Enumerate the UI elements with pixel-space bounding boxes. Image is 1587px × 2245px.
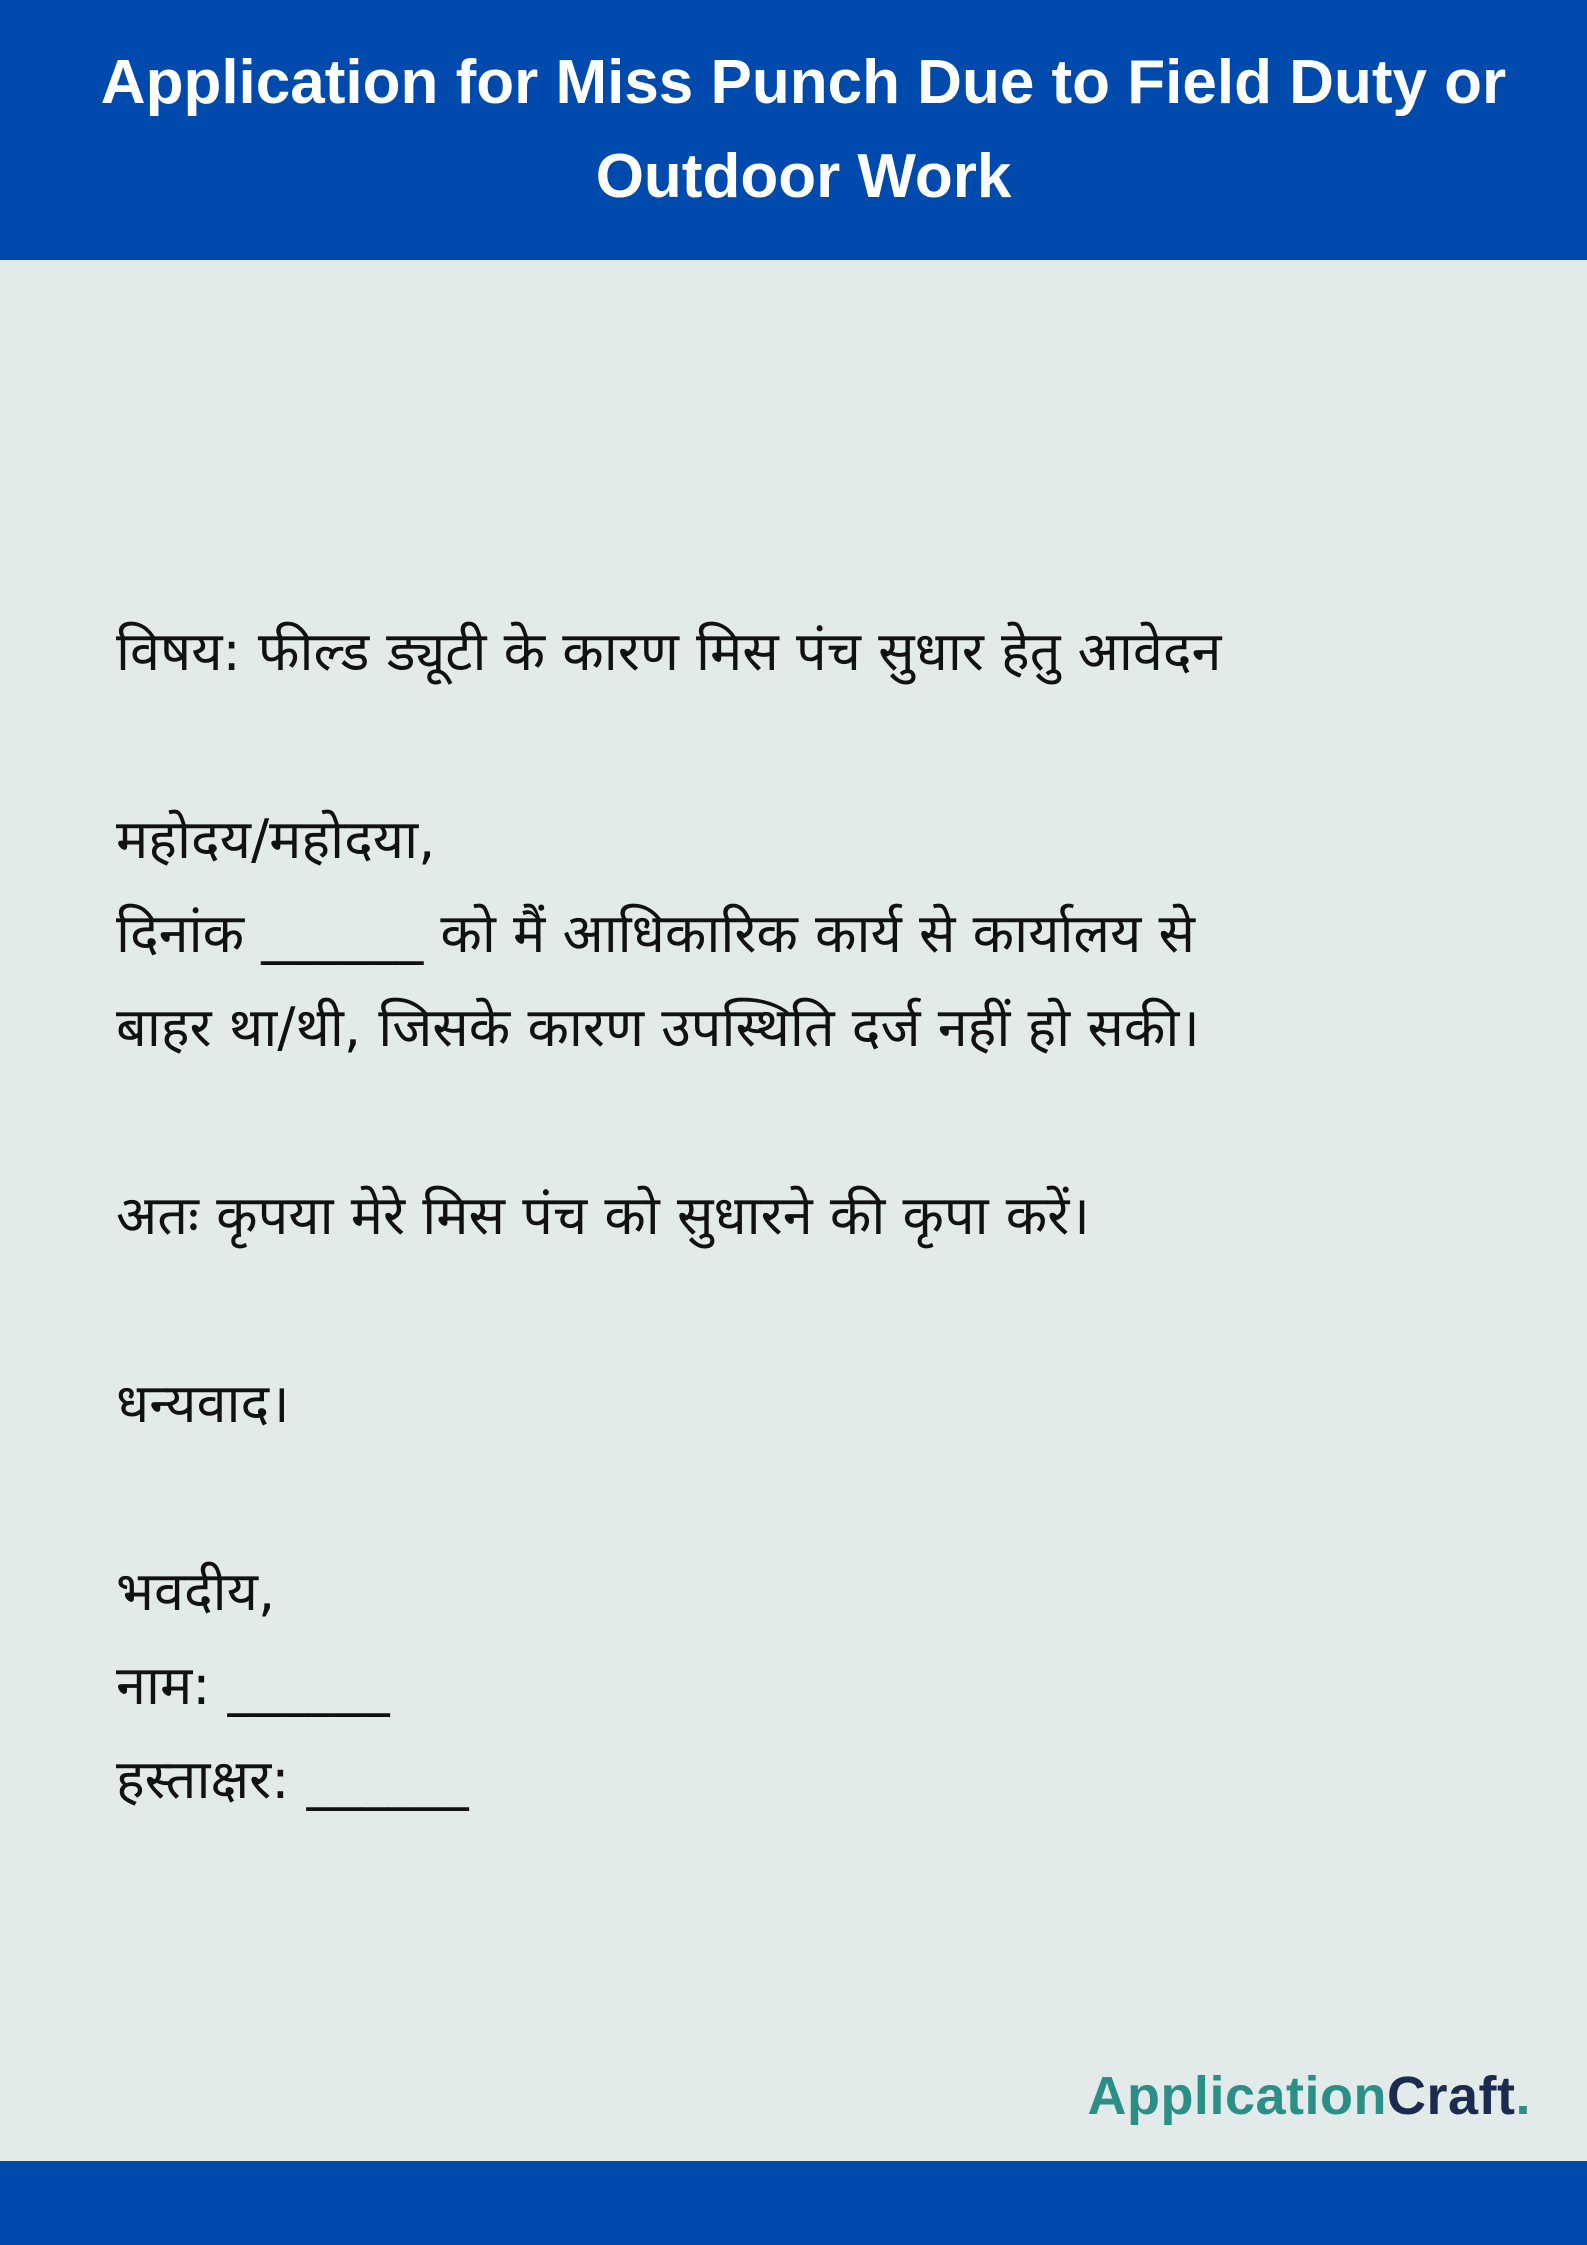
brand-logo-dot: . bbox=[1515, 2066, 1531, 2126]
footer-bar bbox=[0, 2161, 1587, 2245]
letter-salutation: महोदय/महोदया, bbox=[116, 808, 436, 871]
letter-closing: भवदीय, bbox=[116, 1560, 276, 1623]
page-title: Application for Miss Punch Due to Field Duty or Outdoor Work bbox=[100, 48, 1507, 211]
spacer bbox=[116, 1075, 1496, 1169]
letter-body bbox=[116, 605, 1496, 1827]
letter-name-line: नाम: ______ bbox=[116, 1654, 390, 1717]
brand-logo bbox=[1087, 2065, 1531, 2127]
letter-body-line-1: दिनांक ______ को मैं आधिकारिक कार्य से कार्यालय से bbox=[116, 902, 1196, 965]
letter-signature-line: हस्ताक्षर: ______ bbox=[116, 1748, 469, 1811]
brand-logo-part1: Application bbox=[1087, 2066, 1387, 2126]
header-banner bbox=[0, 0, 1587, 260]
spacer bbox=[116, 1451, 1496, 1545]
spacer bbox=[116, 1263, 1496, 1357]
spacer bbox=[116, 699, 1496, 793]
letter-request: अतः कृपया मेरे मिस पंच को सुधारने की कृपा करें। bbox=[116, 1184, 1090, 1247]
letter-thanks: धन्यवाद। bbox=[116, 1372, 290, 1435]
letter-subject: विषय: फील्ड ड्यूटी के कारण मिस पंच सुधार हेतु आवेदन bbox=[116, 620, 1222, 683]
brand-logo-part2: Craft bbox=[1386, 2066, 1516, 2126]
letter-body-line-2: बाहर था/थी, जिसके कारण उपस्थिति दर्ज नहीं हो सकी। bbox=[116, 996, 1200, 1059]
